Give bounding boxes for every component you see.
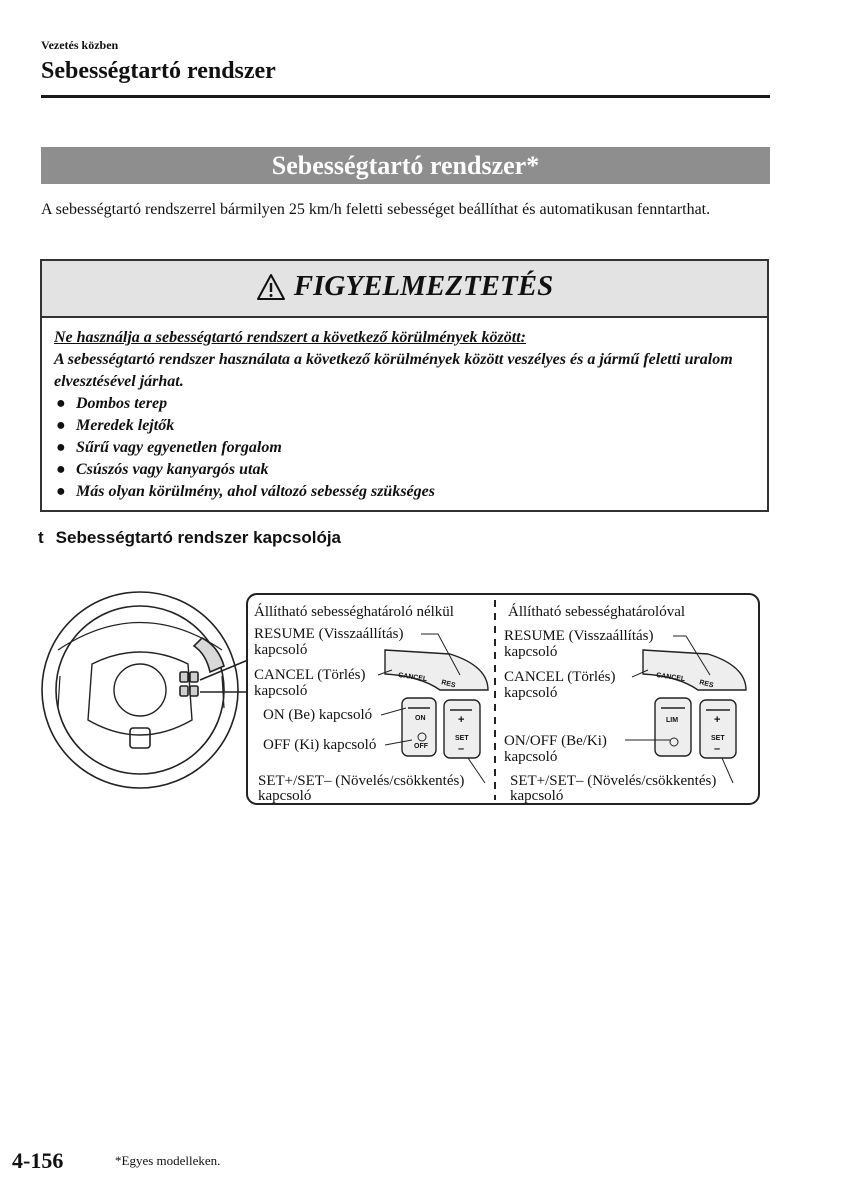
intro-paragraph: A sebességtartó rendszerrel bármilyen 25 km/h feletti sebességet beállíthat és automatikusan fenntarthat. [41, 201, 711, 218]
warning-box [40, 259, 769, 512]
list-item: ● Más olyan körülmény, ahol változó sebesség szükséges [56, 483, 435, 500]
left-set-label: SET+/SET– (Növelés/csökkentés) [258, 773, 465, 789]
footnote: *Egyes modelleken. [115, 1153, 221, 1168]
left-resume-label: RESUME (Visszaállítás) [254, 626, 404, 642]
right-resume-label-2: kapcsoló [504, 644, 558, 660]
right-plus-button-label: + [714, 714, 721, 726]
minus-button-label: – [458, 743, 465, 755]
left-cancel-label: CANCEL (Törlés) [254, 667, 366, 683]
set-button-label: SET [455, 735, 469, 742]
warning-lead: Ne használja a sebességtartó rendszert a következő körülmények között: [54, 329, 526, 346]
left-off-label: OFF (Ki) kapcsoló [263, 737, 377, 753]
left-resume-label-2: kapcsoló [254, 642, 308, 658]
list-item: ● Dombos terep [56, 395, 168, 412]
right-onoff-label: ON/OFF (Be/Ki) [504, 733, 607, 749]
warning-title: FIGYELMEZTETÉS [293, 270, 554, 302]
page-number: 4-156 [12, 1148, 64, 1173]
list-item: ● Csúszós vagy kanyargós utak [56, 461, 269, 478]
right-minus-button-label: – [714, 743, 721, 755]
warning-list [54, 393, 755, 503]
lim-button-label: LIM [666, 717, 679, 724]
title-rule [41, 95, 770, 98]
right-header: Állítható sebességhatárolóval [508, 604, 686, 620]
right-res-button-label: RES [698, 679, 715, 690]
cruise-control-figure [40, 580, 770, 830]
right-set-label-2: kapcsoló [510, 788, 564, 804]
on-button-label: ON [415, 715, 426, 722]
section-title: Sebességtartó rendszer* [41, 147, 770, 184]
steering-wheel-illustration [42, 592, 248, 788]
subsection-title: Sebességtartó rendszer kapcsolója [55, 528, 342, 547]
warning-text: A sebességtartó rendszer használata a következő körülmények között veszélyes és a jármű feletti uralom elvesztésével járhat. [54, 351, 733, 390]
warning-triangle-icon [256, 273, 286, 301]
right-set-button-label: SET [711, 735, 725, 742]
left-cancel-label-2: kapcsoló [254, 683, 308, 699]
right-cancel-button-label: CANCEL [655, 672, 686, 684]
off-button-label: OFF [414, 743, 428, 750]
warning-header [42, 261, 767, 318]
left-on-label: ON (Be) kapcsoló [263, 707, 373, 723]
left-header: Állítható sebességhatároló nélkül [254, 604, 454, 620]
right-resume-label: RESUME (Visszaállítás) [504, 628, 654, 644]
warning-body [54, 327, 755, 503]
right-cancel-label: CANCEL (Törlés) [504, 669, 616, 685]
plus-button-label: + [458, 714, 465, 726]
list-item: ● Sűrű vagy egyenetlen forgalom [56, 439, 282, 456]
right-switch-illustration [643, 650, 746, 758]
running-header: Vezetés közben [41, 38, 119, 52]
left-set-label-2: kapcsoló [258, 788, 312, 804]
right-onoff-label-2: kapcsoló [504, 749, 558, 765]
subsection-heading [38, 528, 341, 548]
list-item: ● Meredek lejtők [56, 417, 175, 434]
right-set-label: SET+/SET– (Növelés/csökkentés) [510, 773, 717, 789]
section-marker: t [38, 528, 44, 547]
res-button-label: RES [440, 679, 457, 690]
right-cancel-label-2: kapcsoló [504, 685, 558, 701]
page-title: Sebességtartó rendszer [41, 58, 276, 84]
cancel-button-label: CANCEL [397, 672, 428, 684]
